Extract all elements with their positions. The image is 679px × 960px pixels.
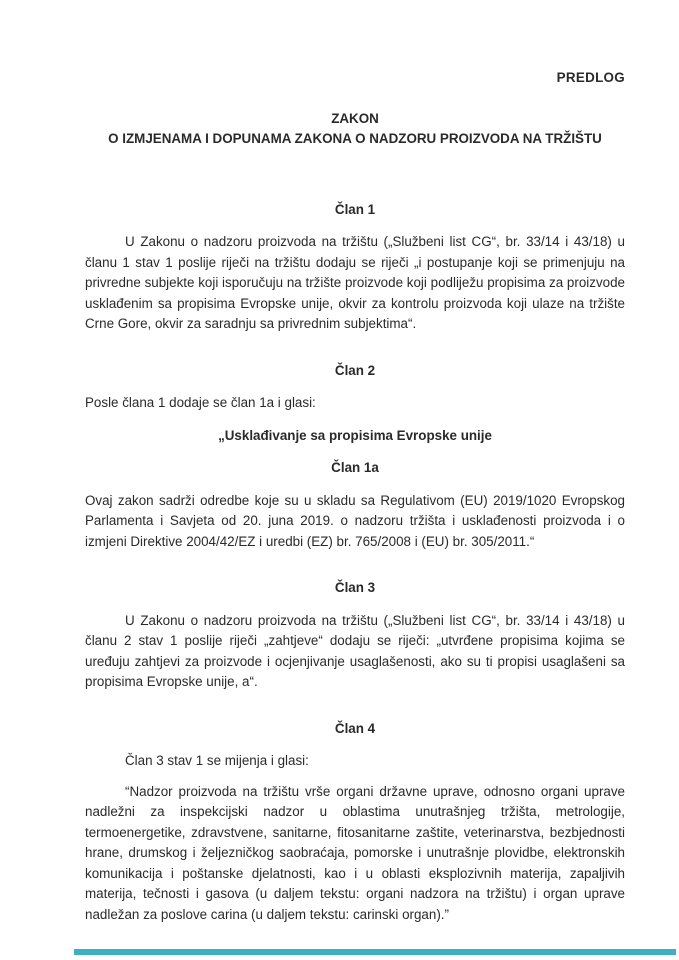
doc-title-line1: ZAKON xyxy=(331,110,379,126)
article-2-subarticle-heading: Član 1a xyxy=(331,460,379,475)
article-4-body: “Nadzor proizvoda na tržištu vrše organi državne uprave, odnosno organi uprave nadležni za inspekcijski nadzor u oblastima unutrašnjeg tržišta, metrologije, termoenergetike, zdravstvene, sanitarne, fitosanitarne zaštite, veterinarstva, bezbjednosti hrane, drumskog i željezničkog saobraćaja, pomorske i unutrašnje plovidbe, elektronskih komunikacija i poštanske djelatnosti, kao i u oblasti eksplozivnih materija, zapaljivih materija, tečnosti i gasova (u daljem tekstu: organi nadzora na tržištu) i organ uprave nadležan za poslove carina (u daljem tekstu: carinski organ).” xyxy=(85,783,625,922)
article-3 xyxy=(85,578,625,693)
article-1-body: U Zakonu o nadzoru proizvoda na tržištu („Službeni list CG“, br. 33/14 i 43/18) u članu 1 stav 1 poslije riječi na tržištu dodaju se riječi „i postupanje koji se primenjuju na privredne subjekte koji isporučuju na tržište proizvode koji podliježu propisima za proizvode usklađenim sa propisima Evropske unije, okvir za kontrolu proizvoda koji ulaze na tržište Crne Gore, okvir za saradnju sa privrednim subjektima“. xyxy=(85,234,625,331)
doc-label-predlog: PREDLOG xyxy=(556,70,625,85)
article-2-intro: Posle člana 1 dodaje se član 1a i glasi: xyxy=(85,395,316,410)
article-2-subheading: „Usklađivanje sa propisima Evropske unije xyxy=(218,427,492,443)
article-2-body: Ovaj zakon sadrži odredbe koje su u skladu sa Regulativom (EU) 2019/1020 Evropskog Parlamenta i Savjeta od 20. juna 2019. o nadzoru tržišta i usklađenosti proizvoda i o izmjeni Direktive 2004/42/EZ i uredbi (EZ) br. 765/2008 i (EU) br. 305/2011.“ xyxy=(85,492,625,549)
article-2 xyxy=(85,361,625,553)
article-4 xyxy=(85,719,625,926)
article-4-intro: Član 3 stav 1 se mijenja i glasi: xyxy=(125,753,309,768)
article-1-heading: Član 1 xyxy=(334,201,376,217)
doc-title-line2: O IZMJENAMA I DOPUNAMA ZAKONA O NADZORU PROIZVODA NA TRŽIŠTU xyxy=(108,131,602,146)
article-4-heading: Član 4 xyxy=(334,720,376,736)
article-2-heading: Član 2 xyxy=(334,362,376,378)
article-1 xyxy=(85,200,625,335)
article-3-heading: Član 3 xyxy=(334,580,376,595)
article-3-body: U Zakonu o nadzoru proizvoda na tržištu („Službeni list CG“, br. 33/14 i 43/18) u članu 2 stav 1 poslije riječi „zahtjeve“ dodaju se riječi: „utvrđene propisima kojima se uređuju zahtjevi za proizvode i ocjenjivanje usaglašenosti, ako su ti propisi usaglašeni sa propisima Evropske unije, a“. xyxy=(85,612,625,689)
doc-title xyxy=(85,109,625,150)
page-bottom-accent-bar xyxy=(74,949,676,955)
